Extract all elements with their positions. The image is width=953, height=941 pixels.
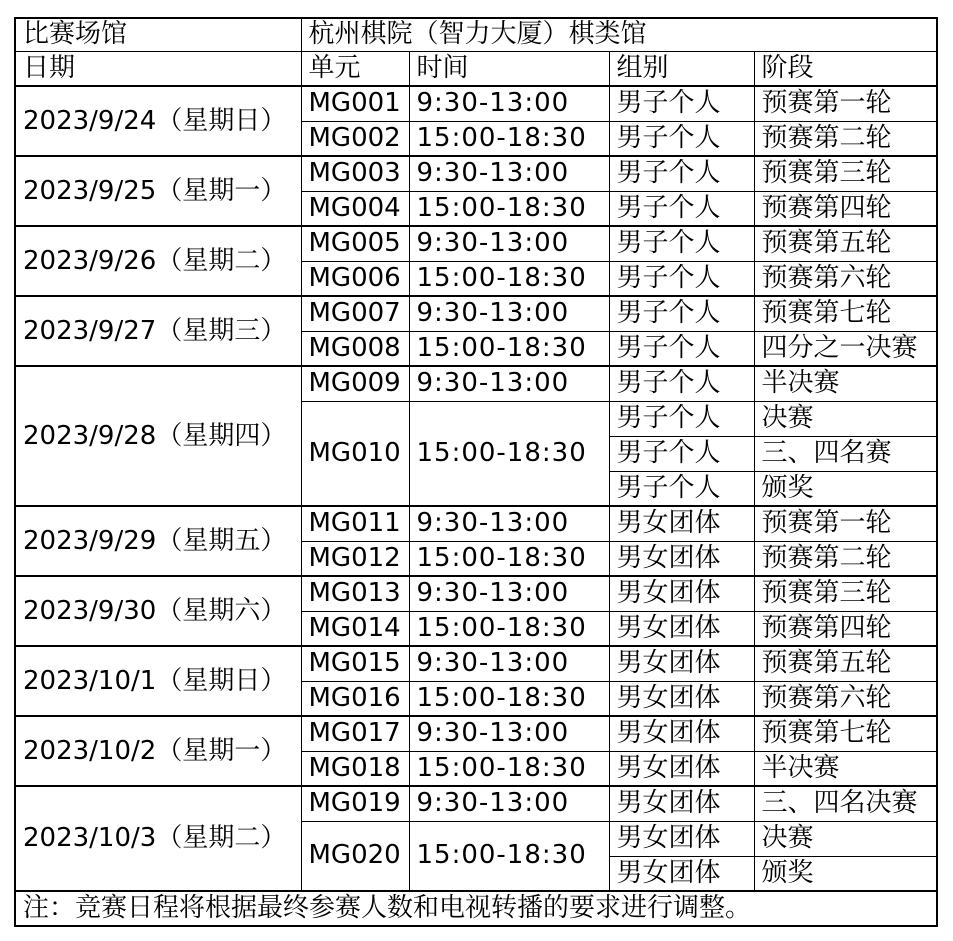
- unit-cell: MG011: [301, 506, 409, 541]
- stage-cell: 颁奖: [754, 471, 937, 506]
- stage-cell: 预赛第六轮: [754, 261, 937, 296]
- stage-cell: 四分之一决赛: [754, 331, 937, 366]
- time-cell: 9:30-13:00: [409, 506, 609, 541]
- venue-label: 比赛场馆: [15, 18, 301, 51]
- unit-cell: MG003: [301, 156, 409, 191]
- time-cell: 9:30-13:00: [409, 576, 609, 611]
- group-cell: 男女团体: [609, 821, 754, 856]
- date-cell: 2023/9/25（星期一）: [15, 156, 301, 226]
- stage-cell: 预赛第四轮: [754, 191, 937, 226]
- stage-cell: 预赛第五轮: [754, 646, 937, 681]
- stage-cell: 预赛第七轮: [754, 716, 937, 751]
- time-cell: 15:00-18:30: [409, 751, 609, 786]
- col-header-date: 日期: [15, 51, 301, 86]
- group-cell: 男子个人: [609, 226, 754, 261]
- group-cell: 男子个人: [609, 296, 754, 331]
- time-cell: 9:30-13:00: [409, 156, 609, 191]
- unit-cell: MG013: [301, 576, 409, 611]
- stage-cell: 半决赛: [754, 366, 937, 401]
- date-cell: 2023/9/28（星期四）: [15, 366, 301, 506]
- group-cell: 男女团体: [609, 611, 754, 646]
- group-cell: 男子个人: [609, 121, 754, 156]
- unit-cell: MG004: [301, 191, 409, 226]
- unit-cell: MG015: [301, 646, 409, 681]
- stage-cell: 决赛: [754, 401, 937, 436]
- time-cell: 9:30-13:00: [409, 86, 609, 121]
- stage-cell: 预赛第四轮: [754, 611, 937, 646]
- group-cell: 男子个人: [609, 86, 754, 121]
- unit-cell: MG007: [301, 296, 409, 331]
- unit-cell: MG019: [301, 786, 409, 821]
- time-cell: 9:30-13:00: [409, 646, 609, 681]
- time-cell: 9:30-13:00: [409, 296, 609, 331]
- stage-cell: 预赛第一轮: [754, 86, 937, 121]
- col-header-group: 组别: [609, 51, 754, 86]
- group-cell: 男女团体: [609, 681, 754, 716]
- unit-cell: MG016: [301, 681, 409, 716]
- unit-cell: MG010: [301, 401, 409, 506]
- time-cell: 9:30-13:00: [409, 716, 609, 751]
- time-cell: 15:00-18:30: [409, 331, 609, 366]
- time-cell: 15:00-18:30: [409, 401, 609, 506]
- unit-cell: MG017: [301, 716, 409, 751]
- stage-cell: 预赛第一轮: [754, 506, 937, 541]
- date-cell: 2023/9/30（星期六）: [15, 576, 301, 646]
- date-cell: 2023/9/26（星期二）: [15, 226, 301, 296]
- unit-cell: MG006: [301, 261, 409, 296]
- group-cell: 男子个人: [609, 191, 754, 226]
- col-header-time: 时间: [409, 51, 609, 86]
- stage-cell: 决赛: [754, 821, 937, 856]
- group-cell: 男子个人: [609, 156, 754, 191]
- group-cell: 男子个人: [609, 436, 754, 471]
- date-cell: 2023/10/2（星期一）: [15, 716, 301, 786]
- unit-cell: MG002: [301, 121, 409, 156]
- col-header-unit: 单元: [301, 51, 409, 86]
- stage-cell: 预赛第七轮: [754, 296, 937, 331]
- schedule-note: 注：竞赛日程将根据最终参赛人数和电视转播的要求进行调整。: [15, 891, 937, 926]
- group-cell: 男子个人: [609, 331, 754, 366]
- unit-cell: MG001: [301, 86, 409, 121]
- group-cell: 男子个人: [609, 471, 754, 506]
- group-cell: 男女团体: [609, 541, 754, 576]
- date-cell: 2023/9/27（星期三）: [15, 296, 301, 366]
- competition-schedule-table: [14, 17, 938, 927]
- group-cell: 男女团体: [609, 856, 754, 891]
- time-cell: 15:00-18:30: [409, 681, 609, 716]
- stage-cell: 预赛第二轮: [754, 541, 937, 576]
- group-cell: 男女团体: [609, 506, 754, 541]
- stage-cell: 预赛第三轮: [754, 156, 937, 191]
- time-cell: 15:00-18:30: [409, 821, 609, 891]
- unit-cell: MG020: [301, 821, 409, 891]
- group-cell: 男子个人: [609, 366, 754, 401]
- stage-cell: 半决赛: [754, 751, 937, 786]
- time-cell: 9:30-13:00: [409, 786, 609, 821]
- unit-cell: MG014: [301, 611, 409, 646]
- time-cell: 15:00-18:30: [409, 611, 609, 646]
- time-cell: 9:30-13:00: [409, 226, 609, 261]
- unit-cell: MG018: [301, 751, 409, 786]
- stage-cell: 预赛第二轮: [754, 121, 937, 156]
- unit-cell: MG009: [301, 366, 409, 401]
- time-cell: 15:00-18:30: [409, 541, 609, 576]
- col-header-stage: 阶段: [754, 51, 937, 86]
- time-cell: 15:00-18:30: [409, 191, 609, 226]
- stage-cell: 三、四名决赛: [754, 786, 937, 821]
- date-cell: 2023/10/3（星期二）: [15, 786, 301, 891]
- stage-cell: 颁奖: [754, 856, 937, 891]
- venue-name: 杭州棋院（智力大厦）棋类馆: [301, 18, 937, 51]
- unit-cell: MG008: [301, 331, 409, 366]
- group-cell: 男子个人: [609, 401, 754, 436]
- group-cell: 男女团体: [609, 646, 754, 681]
- stage-cell: 三、四名赛: [754, 436, 937, 471]
- group-cell: 男女团体: [609, 751, 754, 786]
- stage-cell: 预赛第六轮: [754, 681, 937, 716]
- time-cell: 15:00-18:30: [409, 261, 609, 296]
- stage-cell: 预赛第五轮: [754, 226, 937, 261]
- group-cell: 男女团体: [609, 716, 754, 751]
- stage-cell: 预赛第三轮: [754, 576, 937, 611]
- group-cell: 男女团体: [609, 576, 754, 611]
- date-cell: 2023/9/24（星期日）: [15, 86, 301, 156]
- time-cell: 9:30-13:00: [409, 366, 609, 401]
- unit-cell: MG012: [301, 541, 409, 576]
- date-cell: 2023/10/1（星期日）: [15, 646, 301, 716]
- group-cell: 男女团体: [609, 786, 754, 821]
- group-cell: 男子个人: [609, 261, 754, 296]
- date-cell: 2023/9/29（星期五）: [15, 506, 301, 576]
- time-cell: 15:00-18:30: [409, 121, 609, 156]
- unit-cell: MG005: [301, 226, 409, 261]
